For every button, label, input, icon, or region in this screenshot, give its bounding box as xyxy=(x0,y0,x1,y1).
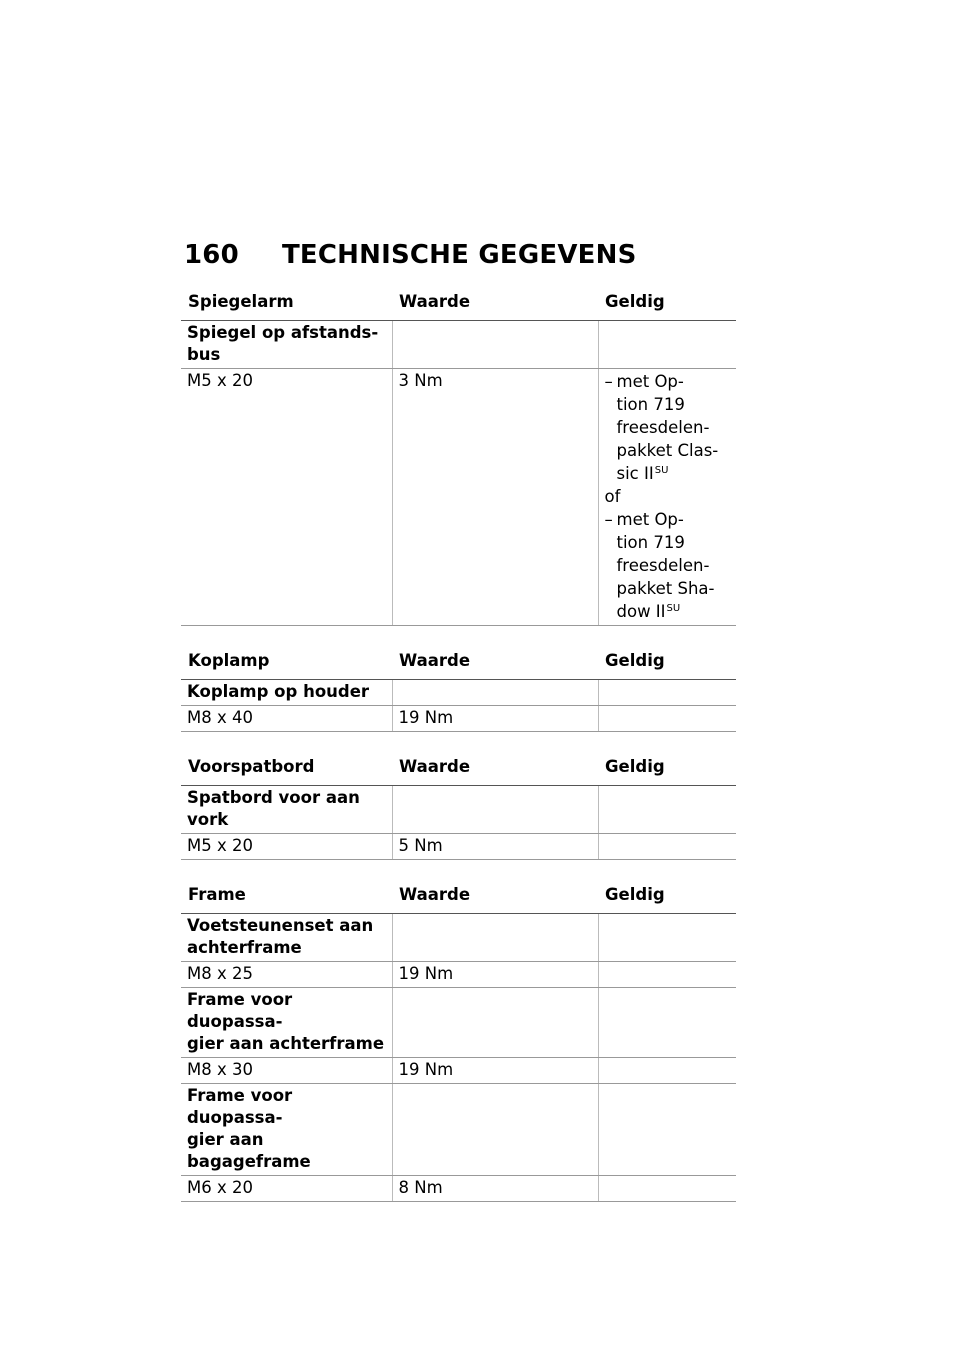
column-header-component: Koplamp xyxy=(181,647,392,680)
voorspatbord-table xyxy=(181,753,736,860)
column-header-valid: Geldig xyxy=(598,881,736,914)
empty-cell xyxy=(598,834,736,860)
condition-line: pakket Sha- xyxy=(616,579,715,598)
table-header-row xyxy=(181,753,736,786)
empty-cell xyxy=(392,786,598,834)
group-label-line: achterframe xyxy=(187,938,302,957)
condition-line: tion 719 xyxy=(616,395,685,414)
table-header-row xyxy=(181,647,736,680)
table-row xyxy=(181,962,736,988)
group-label xyxy=(181,786,392,834)
validity-cell xyxy=(598,369,736,626)
empty-cell xyxy=(598,321,736,369)
frame-table xyxy=(181,881,736,1202)
condition-line: tion 719 xyxy=(616,533,685,552)
table-row-group xyxy=(181,321,736,369)
table-row-group xyxy=(181,1084,736,1176)
fastener-size: M8 x 40 xyxy=(181,706,392,732)
koplamp-table xyxy=(181,647,736,732)
empty-cell xyxy=(598,988,736,1058)
condition-item xyxy=(605,508,731,623)
column-header-value: Waarde xyxy=(392,647,598,680)
fastener-size: M8 x 25 xyxy=(181,962,392,988)
group-label-line: gier aan achterframe xyxy=(187,1034,385,1053)
fastener-size: M6 x 20 xyxy=(181,1176,392,1202)
dash-bullet: – xyxy=(604,510,613,529)
table-row-group xyxy=(181,914,736,962)
condition-line: sic II xyxy=(616,464,654,483)
group-label-line: bus xyxy=(187,345,221,364)
empty-cell xyxy=(598,914,736,962)
group-label-line: vork xyxy=(187,810,229,829)
page-number: 160 xyxy=(184,240,239,270)
condition-line: freesdelen- xyxy=(616,556,710,575)
page-header xyxy=(184,240,637,270)
condition-line: dow II xyxy=(616,602,666,621)
superscript-su: SU xyxy=(666,603,681,614)
empty-cell xyxy=(392,988,598,1058)
condition-line: met Op- xyxy=(616,372,684,391)
condition-line: freesdelen- xyxy=(616,418,710,437)
empty-cell xyxy=(598,786,736,834)
group-label-line: gier aan bagageframe xyxy=(187,1130,311,1171)
group-label xyxy=(181,988,392,1058)
or-separator: of xyxy=(604,487,621,506)
group-label xyxy=(181,321,392,369)
spiegelarm-table xyxy=(181,288,736,626)
torque-value: 5 Nm xyxy=(392,834,598,860)
table-row-group xyxy=(181,680,736,706)
empty-cell xyxy=(598,962,736,988)
condition-text xyxy=(617,370,731,485)
table-row xyxy=(181,1058,736,1084)
superscript-su: SU xyxy=(654,465,669,476)
condition-list xyxy=(605,370,731,623)
empty-cell xyxy=(392,321,598,369)
empty-cell xyxy=(392,914,598,962)
table-row xyxy=(181,834,736,860)
group-label-line: Voetsteunenset aan xyxy=(187,916,374,935)
column-header-component: Voorspatbord xyxy=(181,753,392,786)
table-header-row xyxy=(181,288,736,321)
column-header-component: Spiegelarm xyxy=(181,288,392,321)
column-header-component: Frame xyxy=(181,881,392,914)
torque-value: 19 Nm xyxy=(392,962,598,988)
page-title: TECHNISCHE GEGEVENS xyxy=(282,240,637,270)
group-label-line: Spiegel op afstands- xyxy=(187,323,379,342)
empty-cell xyxy=(392,1084,598,1176)
group-label-line: Frame voor duopassa- xyxy=(187,1086,293,1127)
condition-text xyxy=(617,508,731,623)
empty-cell xyxy=(598,1084,736,1176)
fastener-size: M5 x 20 xyxy=(181,369,392,626)
dash-bullet: – xyxy=(604,372,613,391)
empty-cell xyxy=(392,680,598,706)
torque-value: 19 Nm xyxy=(392,1058,598,1084)
empty-cell xyxy=(598,1058,736,1084)
condition-line: pakket Clas- xyxy=(616,441,719,460)
torque-value: 3 Nm xyxy=(392,369,598,626)
group-label-line: Spatbord voor aan xyxy=(187,788,360,807)
group-label xyxy=(181,1084,392,1176)
column-header-valid: Geldig xyxy=(598,288,736,321)
group-label: Koplamp op houder xyxy=(181,680,392,706)
torque-value: 19 Nm xyxy=(392,706,598,732)
table-row-group xyxy=(181,988,736,1058)
torque-value: 8 Nm xyxy=(392,1176,598,1202)
table-row xyxy=(181,706,736,732)
condition-line-last xyxy=(617,462,731,485)
condition-line: met Op- xyxy=(616,510,684,529)
spec-content xyxy=(181,288,736,1202)
fastener-size: M5 x 20 xyxy=(181,834,392,860)
empty-cell xyxy=(598,1176,736,1202)
empty-cell xyxy=(598,706,736,732)
column-header-value: Waarde xyxy=(392,288,598,321)
table-row xyxy=(181,1176,736,1202)
column-header-value: Waarde xyxy=(392,881,598,914)
empty-cell xyxy=(598,680,736,706)
table-row xyxy=(181,369,736,626)
column-header-valid: Geldig xyxy=(598,753,736,786)
condition-item xyxy=(605,370,731,485)
table-row-group xyxy=(181,786,736,834)
condition-line-last xyxy=(617,600,731,623)
fastener-size: M8 x 30 xyxy=(181,1058,392,1084)
column-header-valid: Geldig xyxy=(598,647,736,680)
group-label-line: Frame voor duopassa- xyxy=(187,990,293,1031)
table-header-row xyxy=(181,881,736,914)
group-label xyxy=(181,914,392,962)
column-header-value: Waarde xyxy=(392,753,598,786)
